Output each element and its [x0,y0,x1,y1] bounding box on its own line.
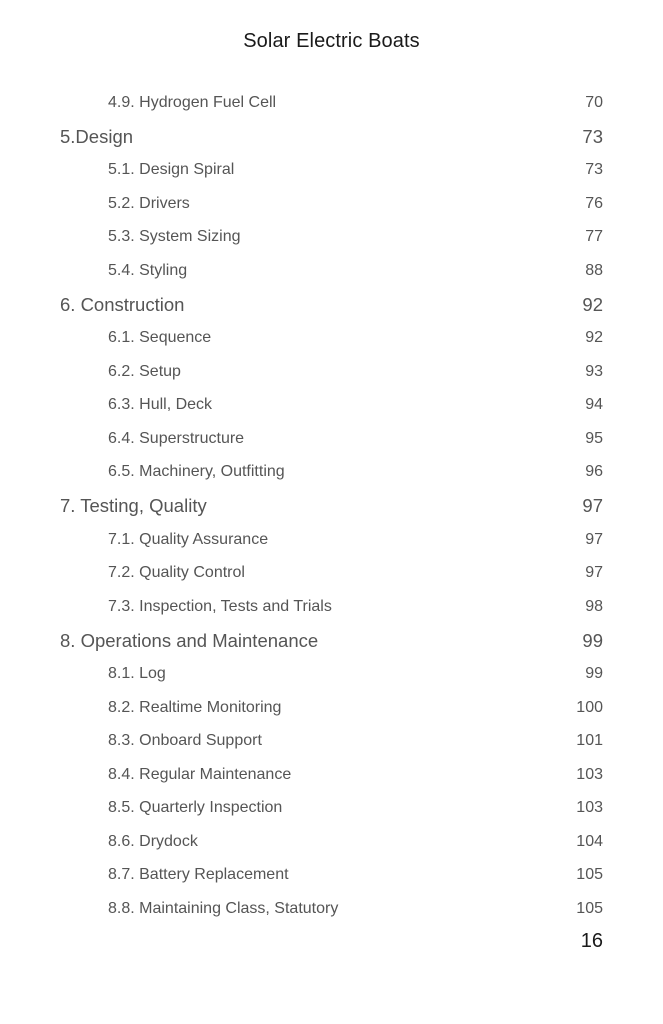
toc-entry-6-2[interactable] [0,355,663,389]
toc-entry-page: 77 [585,228,603,246]
toc-entry-page: 97 [582,495,603,516]
toc-entry-page: 103 [576,799,603,817]
toc-entry-title: 6.1. Sequence [108,329,212,347]
toc-entry-8-3[interactable] [0,725,663,759]
toc-entry-8-5[interactable] [0,792,663,826]
toc-entry-title: 8.5. Quarterly Inspection [108,799,283,817]
toc-entry-page: 104 [576,832,603,850]
toc-entry-page: 92 [585,329,603,347]
toc-entry-page: 70 [585,93,603,111]
toc-entry-title: 6.2. Setup [108,362,181,380]
toc-entry-page: 103 [576,765,603,783]
toc-entry-page: 93 [585,362,603,380]
toc-entry-title: 6.5. Machinery, Outfitting [108,463,285,481]
toc-entry-page: 97 [585,530,603,548]
toc-entry-title: 6.4. Superstructure [108,429,245,447]
toc-entry-5-3[interactable] [0,221,663,255]
toc-entry-page: 96 [585,463,603,481]
toc-entry-page: 97 [585,564,603,582]
toc-entry-7-2[interactable] [0,557,663,591]
toc-entry-title: 7.2. Quality Control [108,564,245,582]
toc-entry-page: 99 [585,665,603,683]
toc-entry-title: 8.7. Battery Replacement [108,866,289,884]
toc-entry-8-8[interactable] [0,892,663,926]
toc-chapter-8[interactable] [0,624,663,658]
toc-entry-title: 8.4. Regular Maintenance [108,765,292,783]
toc-entry-5-1[interactable] [0,154,663,188]
toc-entry-page: 92 [582,293,603,315]
toc-entry-8-4[interactable] [0,758,663,792]
toc-entry-page: 101 [576,732,603,750]
toc-entry-8-1[interactable] [0,658,663,692]
toc-entry-page: 99 [582,629,603,651]
toc-entry-4-9[interactable] [0,86,663,120]
toc-entry-title: 8.6. Drydock [108,832,198,850]
toc-entry-title: 4.9. Hydrogen Fuel Cell [108,93,277,111]
toc-entry-title: 7. Testing, Quality [60,495,207,516]
toc-entry-6-4[interactable] [0,422,663,456]
toc-entry-page: 105 [576,866,603,884]
toc-entry-page: 95 [585,429,603,447]
toc-entry-title: 8.1. Log [108,665,166,683]
toc-entry-title: 5.1. Design Spiral [108,161,235,179]
toc-entry-title: 8.8. Maintaining Class, Statutory [108,899,339,917]
toc-entry-8-6[interactable] [0,825,663,859]
page-number: 16 [580,930,603,952]
toc-entry-5-4[interactable] [0,254,663,288]
toc-entry-7-1[interactable] [0,523,663,557]
toc-entry-page: 98 [585,597,603,615]
toc-entry-title: 7.1. Quality Assurance [108,530,269,548]
toc-entry-6-3[interactable] [0,389,663,423]
toc-entry-page: 76 [585,194,603,212]
toc-entry-title: 5.2. Drivers [108,194,190,212]
toc-entry-title: 8. Operations and Maintenance [60,629,319,651]
toc-entry-title: 7.3. Inspection, Tests and Trials [108,597,332,615]
toc-entry-6-5[interactable] [0,456,663,490]
toc-chapter-7[interactable] [0,489,663,523]
page-title: Solar Electric Boats [243,30,420,52]
toc-entry-page: 105 [576,899,603,917]
toc-entry-title: 6.3. Hull, Deck [108,396,213,414]
toc-entry-8-2[interactable] [0,691,663,725]
toc-entry-7-3[interactable] [0,590,663,624]
toc-entry-6-1[interactable] [0,322,663,356]
toc-chapter-6[interactable] [0,288,663,322]
toc-entry-title: 8.3. Onboard Support [108,732,262,750]
toc-chapter-5[interactable] [0,120,663,154]
toc-entry-page: 73 [585,161,603,179]
toc-entry-title: 5.Design [60,125,134,147]
toc-entry-page: 88 [585,261,603,279]
table-of-contents [0,86,663,926]
toc-entry-page: 94 [585,396,603,414]
toc-entry-title: 8.2. Realtime Monitoring [108,698,282,716]
toc-entry-5-2[interactable] [0,187,663,221]
toc-entry-8-7[interactable] [0,859,663,893]
toc-entry-title: 6. Construction [60,293,185,315]
toc-entry-page: 100 [576,698,603,716]
toc-entry-title: 5.4. Styling [108,261,188,279]
toc-entry-page: 73 [582,125,603,147]
toc-entry-title: 5.3. System Sizing [108,228,241,246]
